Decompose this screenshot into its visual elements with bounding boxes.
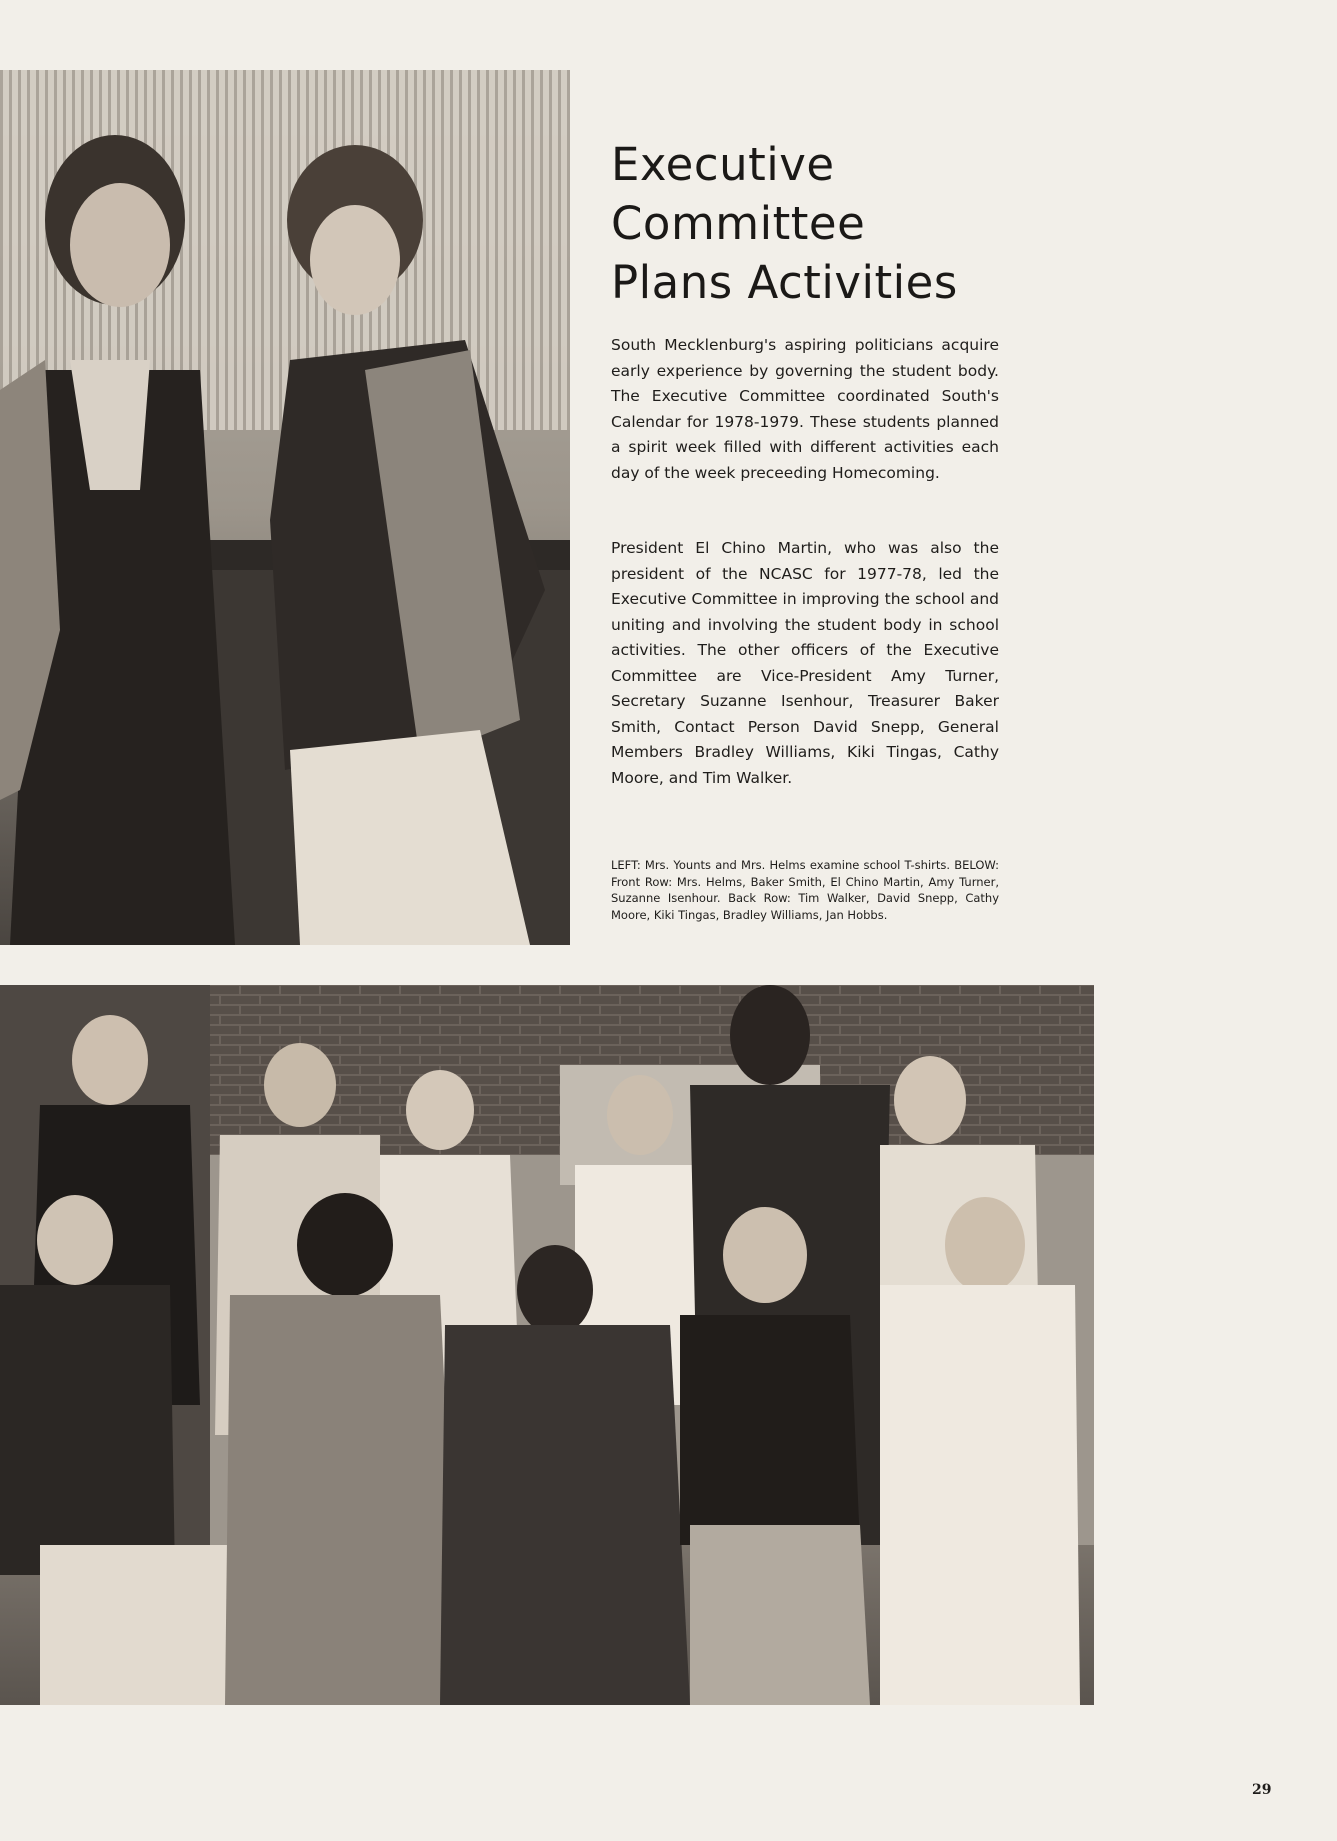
photo-top-image (0, 70, 570, 945)
title-line-2: Committee (611, 197, 866, 250)
photo-two-women-tshirts (0, 70, 570, 945)
photo-bottom-image (0, 985, 1094, 1705)
body-paragraph-1: South Mecklenburg's aspiring politicians acquire early experience by governing the student body. The Executive Committee coordinated South's Calendar for 1978-1979. These students planned a spirit week filled with different activities each day of the week preceeding Homecoming. (611, 336, 999, 482)
title-line-1: Executive (611, 138, 835, 191)
photo-caption: LEFT: Mrs. Younts and Mrs. Helms examine school T-shirts. BELOW: Front Row: Mrs. Helms, Baker Smith, El Chino Martin, Amy Turner, Suzanne Isenhour. Back Row: Tim Walker, David Snepp, Cathy Moore, Kiki Tingas, Bradley Williams, Jan Hobbs. (611, 858, 999, 922)
photo-executive-committee-group (0, 985, 1094, 1705)
body-paragraph-2: President El Chino Martin, who was also the president of the NCASC for 1977-78, led the Executive Committee in improving the school and uniting and involving the student body in school activities. The other officers of the Executive Committee are Vice-President Amy Turner, Secretary Suzanne Isenhour, Treasurer Baker Smith, Contact Person David Snepp, General Members Bradley Williams, Kiki Tingas, Cathy Moore, and Tim Walker. (611, 539, 999, 787)
title-line-3: Plans Activities (611, 256, 958, 309)
page-title (611, 135, 1031, 312)
page-number: 29 (1252, 1782, 1272, 1798)
